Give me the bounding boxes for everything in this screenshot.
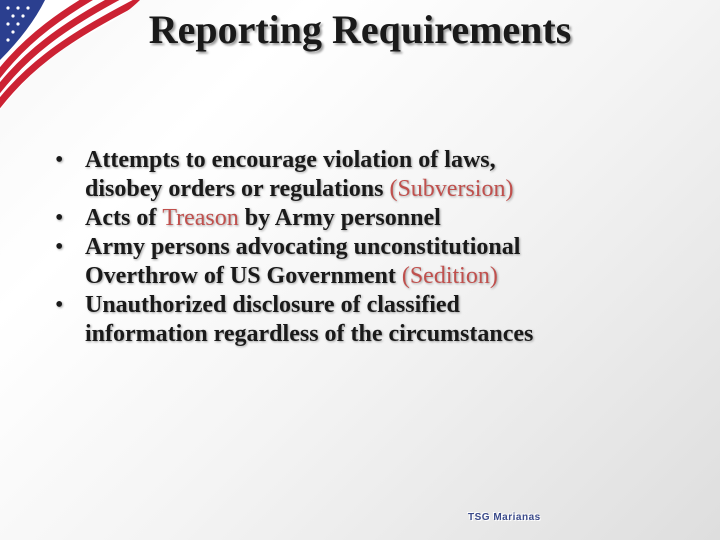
bullet-icon: • — [55, 234, 64, 260]
bullet-line — [85, 204, 695, 233]
highlight-term-treason: Treason — [162, 205, 239, 231]
bullet-text: information regardless of the circumstances — [85, 321, 534, 347]
slide-title: Reporting Requirements — [148, 7, 572, 52]
highlight-term-sedition: (Sedition) — [401, 263, 498, 289]
bullet-icon: • — [55, 205, 64, 231]
footer-label: TSG Marianas — [468, 512, 541, 523]
bullet-line — [85, 262, 695, 291]
bullet-icon: • — [55, 147, 64, 173]
bullet-item-sedition — [55, 233, 695, 291]
bullet-text: Overthrow of US Government — [85, 263, 402, 289]
bullet-line — [85, 291, 695, 320]
bullet-text: Army persons advocating unconstitutional — [85, 234, 521, 260]
bullet-text: by Army personnel — [238, 205, 441, 231]
highlight-term-subversion: (Subversion) — [389, 176, 514, 202]
bullet-line — [85, 146, 695, 175]
bullet-list — [55, 146, 695, 349]
bullet-line — [85, 175, 695, 204]
bullet-line — [85, 233, 695, 262]
bullet-text: Unauthorized disclosure of classified — [85, 292, 460, 318]
bullet-text: disobey orders or regulations — [85, 176, 390, 202]
bullet-item-treason — [55, 204, 695, 233]
bullet-item-disclosure — [55, 291, 695, 349]
bullet-text: Acts of — [85, 205, 163, 231]
bullet-item-subversion — [55, 146, 695, 204]
bullet-line — [85, 320, 695, 349]
bullet-text: Attempts to encourage violation of laws, — [85, 147, 496, 173]
bullet-icon: • — [55, 292, 64, 318]
